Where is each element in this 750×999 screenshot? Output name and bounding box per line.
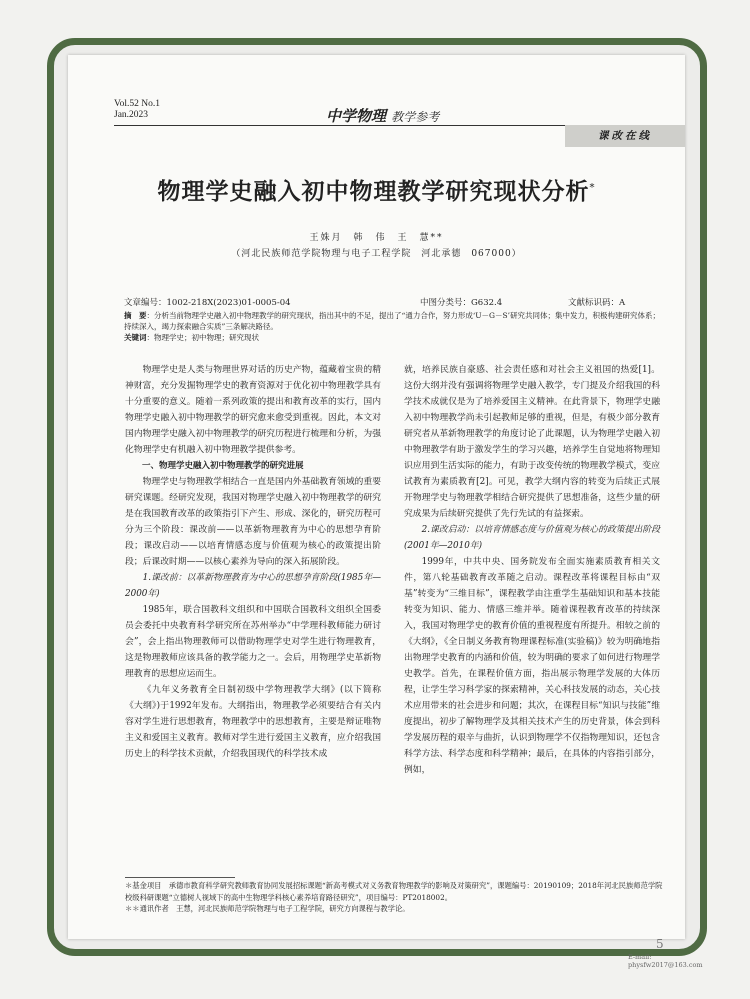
corresponding-author-note: ＊＊通讯作者 王慧，河北民族师范学院物理与电子工程学院，研究方向课程与教学论。 bbox=[125, 904, 410, 913]
email: E-mail: physfw2017@163.com bbox=[628, 953, 703, 969]
document-code: 文献标识码：A bbox=[568, 298, 626, 308]
affiliation: （河北民族师范学院物理与电子工程学院 河北承德 067000） bbox=[231, 249, 522, 259]
issue-info bbox=[114, 99, 160, 121]
funding-note: ＊基金项目 承德市教育科学研究教师教育协同发展招标课题“新高考模式对义务教育物理教学的影响及对策研究”，课题编号：20190109；2018年河北民族师范学院校级科研课题“立德树人视域下的高中生物理学科核心素养培育路径研究”，项目编号：PT2018002。 bbox=[125, 881, 663, 902]
keywords-label: 关键词 bbox=[124, 333, 147, 342]
abstract bbox=[124, 310, 664, 343]
article-title bbox=[68, 173, 685, 206]
page-number: 5 bbox=[656, 937, 664, 951]
column-tag: 课改在线 bbox=[565, 125, 685, 147]
journal-logo bbox=[326, 105, 439, 126]
class-number: 中图分类号：G632.4 bbox=[420, 298, 503, 308]
paragraph: 1985年，联合国教科文组织和中国联合国教科文组织全国委员会委托中央教育科学研究所在苏州举办“中学理科教师能力研讨会”，会上指出物理教师可以借助物理学史对学生进行物理教育，这是物理教师应该具备的教学能力之一。会后，用物理学史革新物理教育的思想应运而生。 bbox=[125, 605, 381, 679]
date-label: Jan.2023 bbox=[114, 110, 149, 120]
subsection-heading: 1.课改前：以革新物理教育为中心的思想孕育阶段(1985年—2000年) bbox=[125, 573, 381, 599]
journal-name: 中学物理 bbox=[326, 107, 387, 125]
right-column bbox=[404, 362, 660, 778]
paragraph: 《九年义务教育全日制初级中学物理教学大纲》(以下简称《大纲》)于1992年发布。大纲指出，物理教学必须要结合有关内容对学生进行思想教育，物理教学中的思想教育，主要是辩证唯物主义和爱国主义教育。教师对学生进行爱国主义教育，应介绍我国历史上的科学技术贡献，介绍我国现代的科学技术成 bbox=[125, 685, 381, 759]
subsection-heading: 2.课改启动：以培育情感态度与价值观为核心的政策提出阶段(2001年—2010年) bbox=[404, 525, 660, 551]
left-column bbox=[125, 362, 381, 762]
journal-page bbox=[68, 55, 703, 969]
title-footnote-mark: * bbox=[589, 182, 596, 194]
paragraph: 物理学史是人类与物理世界对话的历史产物，蕴藏着宝贵的精神财富，充分发掘物理学史的教育资源对于优化初中物理教学具有十分重要的意义。随着一系列政策的提出和教育改革的实行，国内物理学史融入初中物理教学的研究愈来愈受到重视。因此，本文对国内物理学史融入初中物理教学的研究历程进行梳理和分析，为强化物理学史有机融入初中物理教学提供参考。 bbox=[125, 365, 381, 455]
journal-subtitle: 教学参考 bbox=[391, 110, 440, 124]
authors: 王姝月 韩 伟 王 慧** bbox=[309, 233, 444, 243]
abstract-text: ：分析当前物理学史融入初中物理教学的研究现状，指出其中的不足，提出了“通力合作，努力形成‘U－G－S’研究共同体；集中发力，积极构建研究体系；持续深入，竭力探索融合实质”三条解决路径。 bbox=[124, 311, 661, 331]
footnotes bbox=[125, 880, 665, 915]
title-text: 物理学史融入初中物理教学研究现状分析 bbox=[157, 178, 590, 205]
footnote-rule bbox=[125, 877, 235, 878]
paragraph: 1999年，中共中央、国务院发布全面实施素质教育相关文件，第八轮基础教育改革随之启动。课程改革将课程目标由“双基”转变为“三维目标”，课程教学由注重学生基础知识和基本技能转变为知识、能力、情感三维并举。随着课程教育改革的持续深入，我国对物理学史的教育价值的重视程度有所提升。相较之前的《大纲》，《全日制义务教育物理课程标准(实验稿)》较为明确地指出物理学史教育的内涵和价值，较为明确的要求了如何进行物理学史教学。首先，在课程价值方面，指出展示物理学发展的大体历程，让学生学习科学家的探索精神，关心科技发展的动态，关心技术应用带来的社会进步和问题；其次，在课程目标“知识与技能”维度提出，初步了解物理学及其相关技术产生的历史背景，体会到科学发展历程的艰辛与曲折，认识到物理学不仅指物理知识，还包含科学方法、科学态度和科学精神；最后，在具体的内容指引部分，例如， bbox=[404, 557, 660, 775]
paragraph: 物理学史与物理教学相结合一直是国内外基础教育领域的重要研究课题。经研究发现，我国对物理学史融入初中物理教学的研究是在我国教育改革的政策指引下产生、形成、深化的，研究历程可分为三个阶段：课改前——以革新物理教育为中心的思想孕育阶段；课改启动——以培育情感态度与价值观为核心的政策提出阶段；后课改时期——以核心素养为导向的深入拓展阶段。 bbox=[125, 477, 381, 567]
paragraph: 就，培养民族自豪感、社会责任感和对社会主义祖国的热爱[1]。这份大纲并没有强调将物理学史融入教学，专门提及介绍我国的科学技术成就仅是为了培养爱国主义精神。在此背景下，物理学史融入初中物理教学尚未引起教师足够的重视，但是，有极少部分教育研究者从革新物理教学的角度讨论了此课题，认为物理学史融入初中物理教学有助于激发学生的学习兴趣，培养学生自觉地将物理知识应用到生活实际的能力，有助于改变传统的物理教学模式，变应试教育为素质教育[2]。可见，教学大纲内容的转变为后续正式展开物理学史与物理教学相结合研究提供了思想准备，这些少量的研究成果为后续研究提供了先行先试的有益探索。 bbox=[404, 365, 660, 519]
article-number: 文章编号：1002-218X(2023)01-0005-04 bbox=[124, 298, 291, 308]
keywords-text: ：物理学史；初中物理；研究现状 bbox=[146, 333, 259, 342]
volume-label: Vol.52 No.1 bbox=[114, 99, 161, 109]
abstract-label: 摘 要 bbox=[124, 311, 147, 320]
section-heading: 一、物理学史融入初中物理教学的研究进展 bbox=[142, 461, 304, 471]
photo-frame bbox=[47, 38, 707, 969]
